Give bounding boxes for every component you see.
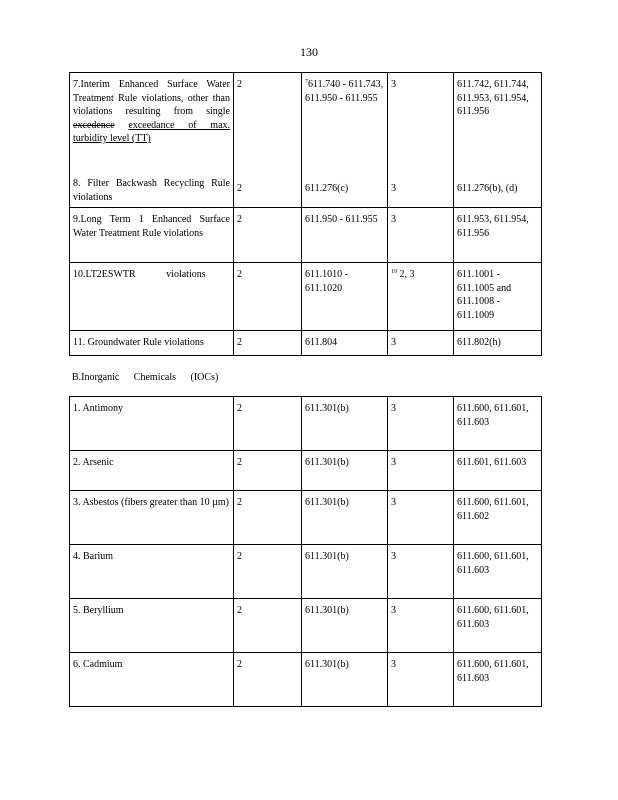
table-row	[70, 263, 542, 331]
tier-alt-cell: 3	[388, 397, 454, 451]
citation-cell: 611.301(b)	[302, 397, 388, 451]
tier-cell: 2	[234, 599, 302, 653]
tier-cell: 2	[234, 545, 302, 599]
reference-cell: 611.1001 - 611.1005 and 611.1008 - 611.1009	[454, 263, 542, 331]
reference-cell: 611.802(h)	[454, 331, 542, 356]
citation-text: 611.740 - 611.743, 611.950 - 611.955	[305, 79, 384, 104]
tier-alt-cell: 3	[388, 208, 454, 263]
table-row	[70, 177, 542, 208]
table-row	[70, 208, 542, 263]
tier-cell: 2	[234, 177, 302, 208]
violation-name-cell: 9.Long Term 1 Enhanced Surface Water Treatment Rule violations	[70, 208, 234, 263]
footnote-marker: 19	[391, 269, 397, 275]
tier-alt-cell: 3	[388, 491, 454, 545]
reference-cell: 611.276(b), (d)	[454, 177, 542, 208]
citation-cell	[302, 73, 388, 178]
citation-cell: 611.804	[302, 331, 388, 356]
chemical-name-cell: 3. Asbestos (fibers greater than 10 µm)	[70, 491, 234, 545]
tier-cell: 2	[234, 451, 302, 491]
table-row	[70, 451, 542, 491]
tier-alt-cell: 3	[388, 653, 454, 707]
chemical-name-cell: 6. Cadmium	[70, 653, 234, 707]
chemical-name-cell: 5. Beryllium	[70, 599, 234, 653]
chemical-name-cell: 2. Arsenic	[70, 451, 234, 491]
reference-cell: 611.600, 611.601, 611.603	[454, 599, 542, 653]
table-row	[70, 331, 542, 356]
tier-alt-cell: 3	[388, 73, 454, 178]
table-row	[70, 491, 542, 545]
inserted-text-2: of max. turbidity level (TT)	[73, 119, 231, 144]
table-row	[70, 599, 542, 653]
violation-name-cell	[70, 73, 234, 178]
footnote-marker: 7	[305, 79, 308, 85]
reference-cell: 611.600, 611.601, 611.603	[454, 653, 542, 707]
section-heading: B.Inorganic Chemicals (IOCs)	[72, 372, 219, 383]
citation-cell: 611.276(c)	[302, 177, 388, 208]
tier-cell: 2	[234, 491, 302, 545]
chemical-name-cell: 1. Antimony	[70, 397, 234, 451]
reference-cell: 611.953, 611.954, 611.956	[454, 208, 542, 263]
deleted-text: excedence	[73, 119, 115, 131]
reference-cell: 611.601, 611.603	[454, 451, 542, 491]
violation-name-cell: 10.LT2ESWTR violations	[70, 263, 234, 331]
chemical-name-cell: 4. Barium	[70, 545, 234, 599]
citation-cell: 611.301(b)	[302, 491, 388, 545]
citation-cell: 611.301(b)	[302, 653, 388, 707]
citation-cell: 611.301(b)	[302, 599, 388, 653]
page-number: 130	[300, 45, 318, 59]
tier-alt-cell: 3	[388, 599, 454, 653]
reference-cell: 611.600, 611.601, 611.603	[454, 545, 542, 599]
tier-alt-cell: 3	[388, 177, 454, 208]
table-row	[70, 545, 542, 599]
reference-cell: 611.600, 611.601, 611.603	[454, 397, 542, 451]
violation-name-cell: 11. Groundwater Rule violations	[70, 331, 234, 356]
tier-alt-cell: 3	[388, 331, 454, 356]
tier-alt-cell	[388, 263, 454, 331]
violation-text: 7.Interim Enhanced Surface Water Treatment Rule violations, other than violations resulting from single	[73, 79, 230, 117]
violation-name-cell: 8. Filter Backwash Recycling Rule violations	[70, 177, 234, 208]
tier-cell: 2	[234, 653, 302, 707]
table-row	[70, 73, 542, 178]
tier-cell: 2	[234, 73, 302, 178]
tier-cell: 2	[234, 208, 302, 263]
tier-alt-text: 2, 3	[399, 269, 415, 280]
tier-cell: 2	[234, 397, 302, 451]
violations-table-continued	[69, 72, 542, 356]
reference-cell: 611.742, 611.744, 611.953, 611.954, 611.956	[454, 73, 542, 178]
ioc-table	[69, 396, 542, 707]
citation-cell: 611.301(b)	[302, 545, 388, 599]
tier-alt-cell: 3	[388, 451, 454, 491]
table-row	[70, 397, 542, 451]
citation-cell: 611.1010 - 611.1020	[302, 263, 388, 331]
citation-cell: 611.950 - 611.955	[302, 208, 388, 263]
tier-cell: 2	[234, 331, 302, 356]
table-row	[70, 653, 542, 707]
tier-alt-cell: 3	[388, 545, 454, 599]
citation-cell: 611.301(b)	[302, 451, 388, 491]
reference-cell: 611.600, 611.601, 611.602	[454, 491, 542, 545]
inserted-text: exceedance	[128, 119, 175, 131]
tier-cell: 2	[234, 263, 302, 331]
